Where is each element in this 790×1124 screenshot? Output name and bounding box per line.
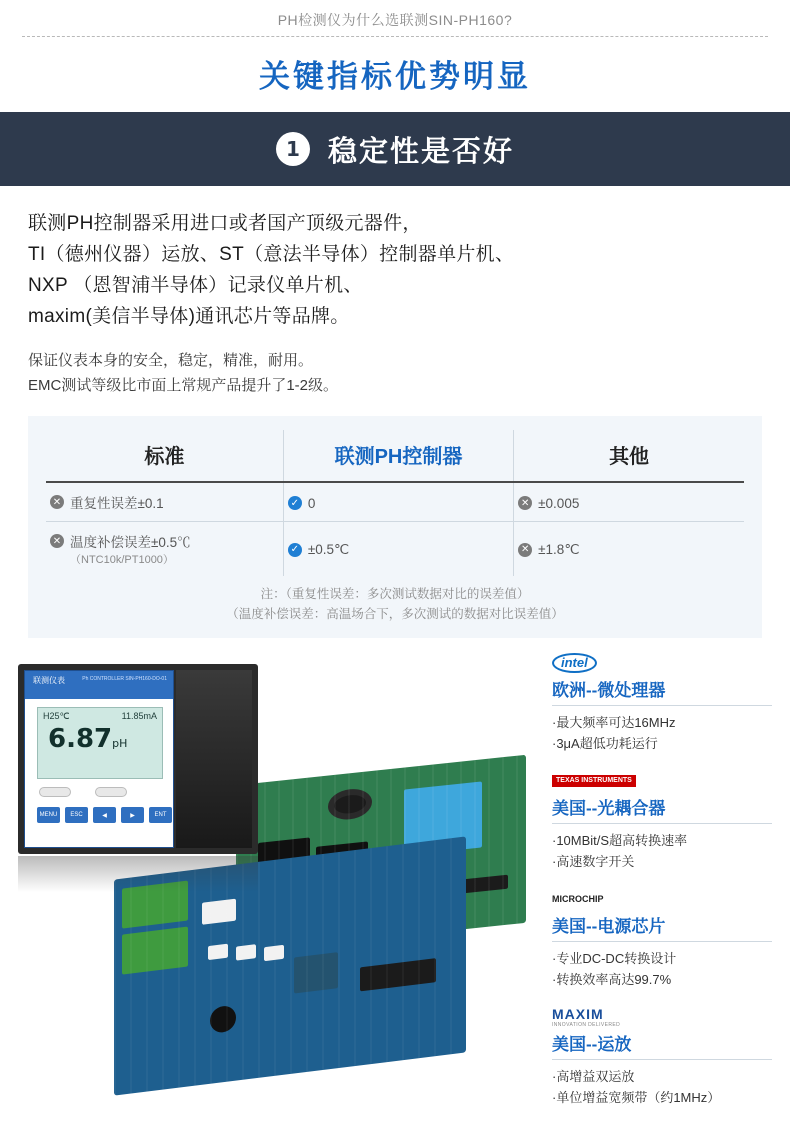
- device-housing: [176, 670, 252, 848]
- feature-bullets: [552, 1066, 772, 1108]
- feature-title: 美国--电源芯片: [552, 912, 772, 942]
- white-relay-2: [236, 944, 256, 960]
- other-text: ±1.8℃: [538, 541, 580, 557]
- lcd-top-row: [38, 708, 162, 722]
- white-connector: [202, 899, 236, 925]
- device-brand-label: 联测仪表: [33, 676, 65, 685]
- intro-sub-paragraph: [28, 348, 762, 398]
- feature-item-opamp: [552, 1006, 772, 1108]
- maxim-logo-text: MAXIM: [552, 1006, 604, 1022]
- lcd-value-number: 6.87: [48, 724, 113, 754]
- page-header: [0, 0, 790, 112]
- flat-ic: [360, 958, 436, 991]
- x-icon: ✕: [518, 496, 532, 510]
- intro-line-1: 联测PH控制器采用进口或者国产顶级元器件，: [28, 213, 422, 234]
- feature-title: 美国--运放: [552, 1030, 772, 1060]
- feature-bullet: ·10MBit/S超高转换速率: [552, 833, 688, 848]
- cell-ours: [283, 522, 513, 577]
- lcd-current: 11.85mA: [121, 711, 157, 721]
- feature-bullets: [552, 712, 772, 754]
- buzzer: [210, 1005, 236, 1034]
- feature-bullet: ·高速数字开关: [552, 854, 635, 869]
- device-indicator-group: [39, 787, 127, 797]
- section-band-title: 稳定性是否好: [327, 135, 514, 168]
- intro-block: [0, 186, 790, 398]
- table-notes: [46, 576, 744, 624]
- white-relay-1: [208, 944, 228, 960]
- cell-other: [514, 482, 744, 522]
- intro-line-4: maxim(美信半导体)通讯芯片等品牌。: [28, 306, 350, 327]
- intro-sub-line-1: 保证仪表本身的安全，稳定，精准，耐用。: [28, 352, 314, 369]
- feature-bullet: ·高增益双运放: [552, 1069, 635, 1084]
- feature-item-power-chip: [552, 888, 772, 990]
- x-icon: ✕: [50, 495, 64, 509]
- table-row: [46, 482, 744, 522]
- lcd-temperature: H25℃: [43, 711, 70, 721]
- feature-bullet: ·转换效率高达99.7%: [552, 972, 672, 987]
- table-head: [46, 430, 744, 482]
- table-note-2: （温度补偿误差：高温场合下，多次测试的数据对比误差值）: [226, 607, 564, 621]
- terminal-block-2: [122, 927, 188, 975]
- other-cell-content: [518, 496, 579, 511]
- indicator-led-2: [95, 787, 127, 797]
- cell-standard: [46, 482, 283, 522]
- feature-list: [552, 652, 790, 1124]
- texas-instruments-logo-icon: [552, 770, 772, 792]
- intro-sub-line-2: EMC测试等级比市面上常规产品提升了1-2级。: [28, 377, 339, 394]
- header-subtitle: PH检测仪为什么选联测SIN-PH160?: [277, 12, 513, 28]
- feature-item-optocoupler: [552, 770, 772, 872]
- check-icon: ✓: [288, 496, 302, 510]
- microcontroller: [294, 952, 338, 993]
- table-note-1: 注：（重复性误差：多次测试数据对比的误差值）: [260, 587, 530, 601]
- page-title: 关键指标优势明显: [259, 59, 531, 94]
- standard-text: 温度补偿误差±0.5℃: [70, 535, 191, 550]
- ours-text: 0: [307, 495, 316, 511]
- feature-bullet: ·3μA超低功耗运行: [552, 736, 658, 751]
- microchip-logo-text: MICROCHIP: [552, 894, 604, 904]
- white-relay-3: [264, 945, 284, 961]
- device-model-label: Ph CONTROLLER SIN-PH160-DO-01: [82, 676, 167, 682]
- ti-logo-text: TEXAS INSTRUMENTS: [552, 775, 636, 787]
- toroid-inductor: [328, 787, 372, 822]
- device-reflection: [18, 856, 258, 892]
- comparison-card: [28, 416, 762, 638]
- section-band: [0, 112, 790, 186]
- cell-other: [514, 522, 744, 577]
- intro-strong-paragraph: [28, 208, 762, 332]
- device-lcd-display: [37, 707, 163, 779]
- lcd-value-unit: pH: [112, 737, 128, 750]
- intro-line-3: NXP （恩智浦半导体）记录仪单片机、: [28, 275, 363, 296]
- feature-bullet: ·单位增益宽频带（约1MHz）: [552, 1090, 721, 1105]
- intel-logo-text: intel: [552, 653, 597, 673]
- standard-subnote: （NTC10k/PT1000）: [70, 554, 174, 566]
- ours-cell-content: [288, 496, 316, 511]
- device-front-panel: [24, 670, 174, 848]
- standard-cell-content: [50, 492, 164, 512]
- maxim-logo-icon: [552, 1006, 772, 1028]
- standard-text: 重复性误差±0.1: [70, 496, 164, 511]
- lower-section: [0, 652, 790, 1122]
- cell-standard: [46, 522, 283, 577]
- other-cell-content: [518, 542, 579, 558]
- ic-package: [462, 875, 508, 894]
- table-header-row: [46, 430, 744, 482]
- cell-ours: [283, 482, 513, 522]
- x-icon: ✕: [518, 543, 532, 557]
- ph-controller-device: [18, 664, 258, 854]
- column-header-other: 其他: [514, 430, 744, 482]
- intro-line-2: TI（德州仪器）运放、ST（意法半导体）控制器单片机、: [28, 244, 515, 265]
- key-right[interactable]: ▶: [121, 807, 144, 823]
- maxim-logo-subtext: INNOVATION DELIVERED: [552, 1022, 621, 1028]
- feature-title: 美国--光耦合器: [552, 794, 772, 824]
- microchip-logo-icon: [552, 888, 772, 910]
- table-row: [46, 522, 744, 577]
- section-number-badge: 1: [276, 132, 310, 166]
- lcd-main-value: [38, 722, 162, 754]
- key-left[interactable]: ◀: [93, 807, 116, 823]
- check-icon: ✓: [288, 543, 302, 557]
- feature-bullet: ·专业DC-DC转换设计: [552, 951, 677, 966]
- ours-cell-content: [288, 542, 349, 558]
- table-body: [46, 482, 744, 576]
- feature-title: 欧洲--微处理器: [552, 676, 772, 706]
- feature-item-processor: [552, 652, 772, 754]
- standard-cell-content: [50, 531, 191, 551]
- x-icon: ✕: [50, 534, 64, 548]
- device-keypad: [37, 807, 172, 823]
- indicator-led-1: [39, 787, 71, 797]
- key-esc[interactable]: ESC: [65, 807, 88, 823]
- feature-bullets: [552, 830, 772, 872]
- ours-text: ±0.5℃: [307, 541, 350, 557]
- product-photo: [18, 652, 538, 1122]
- comparison-table: [46, 430, 744, 576]
- feature-bullet: ·最大频率可达16MHz: [552, 715, 676, 730]
- column-header-ours: 联测PH控制器: [283, 430, 513, 482]
- other-text: ±0.005: [538, 495, 580, 511]
- key-menu[interactable]: MENU: [37, 807, 60, 823]
- column-header-standard: 标准: [144, 446, 185, 468]
- intel-logo-icon: [552, 652, 772, 674]
- feature-bullets: [552, 948, 772, 990]
- key-enter[interactable]: ENT: [149, 807, 172, 823]
